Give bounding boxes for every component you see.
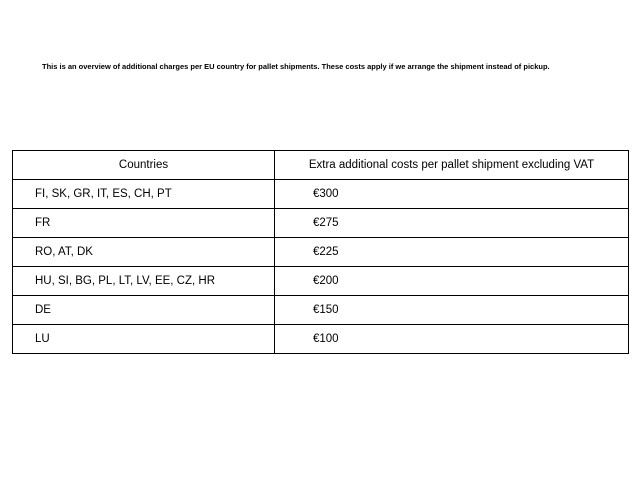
column-header-costs-label: Extra additional costs per pallet shipment excluding VAT xyxy=(308,159,595,171)
cell-countries-label: DE xyxy=(35,304,51,316)
cell-cost-label: €300 xyxy=(313,188,339,200)
table-body xyxy=(13,180,629,354)
cell-countries-label: RO, AT, DK xyxy=(35,246,93,258)
cell-countries xyxy=(13,180,275,209)
table-row xyxy=(13,209,629,238)
cell-cost-label: €225 xyxy=(313,246,339,258)
cell-countries xyxy=(13,209,275,238)
cell-cost xyxy=(275,238,629,267)
cell-countries-label: FR xyxy=(35,217,51,229)
cell-countries-label: HU, SI, BG, PL, LT, LV, EE, CZ, HR xyxy=(35,275,216,287)
table-header-row xyxy=(13,151,629,180)
cost-table-container xyxy=(12,150,628,354)
cell-cost xyxy=(275,180,629,209)
column-header-countries xyxy=(13,151,275,180)
column-header-costs xyxy=(275,151,629,180)
cell-cost-label: €100 xyxy=(313,333,339,345)
cell-countries xyxy=(13,267,275,296)
column-header-countries-label: Countries xyxy=(118,159,169,171)
cell-countries-label: LU xyxy=(35,333,50,345)
cell-cost xyxy=(275,325,629,354)
table-row xyxy=(13,180,629,209)
cell-cost-label: €200 xyxy=(313,275,339,287)
table-row xyxy=(13,325,629,354)
cell-cost-label: €275 xyxy=(313,217,339,229)
cell-countries xyxy=(13,325,275,354)
table-header xyxy=(13,151,629,180)
table-row xyxy=(13,296,629,325)
table-row xyxy=(13,238,629,267)
cell-cost xyxy=(275,267,629,296)
cell-cost xyxy=(275,209,629,238)
cell-cost-label: €150 xyxy=(313,304,339,316)
cell-countries-label: FI, SK, GR, IT, ES, CH, PT xyxy=(35,188,172,200)
cell-countries xyxy=(13,238,275,267)
table-row xyxy=(13,267,629,296)
intro-paragraph: This is an overview of additional charges per EU country for pallet shipments. These costs apply if we arrange the shipment instead of pickup. xyxy=(42,62,550,71)
cost-table xyxy=(12,150,629,354)
cell-countries xyxy=(13,296,275,325)
cell-cost xyxy=(275,296,629,325)
